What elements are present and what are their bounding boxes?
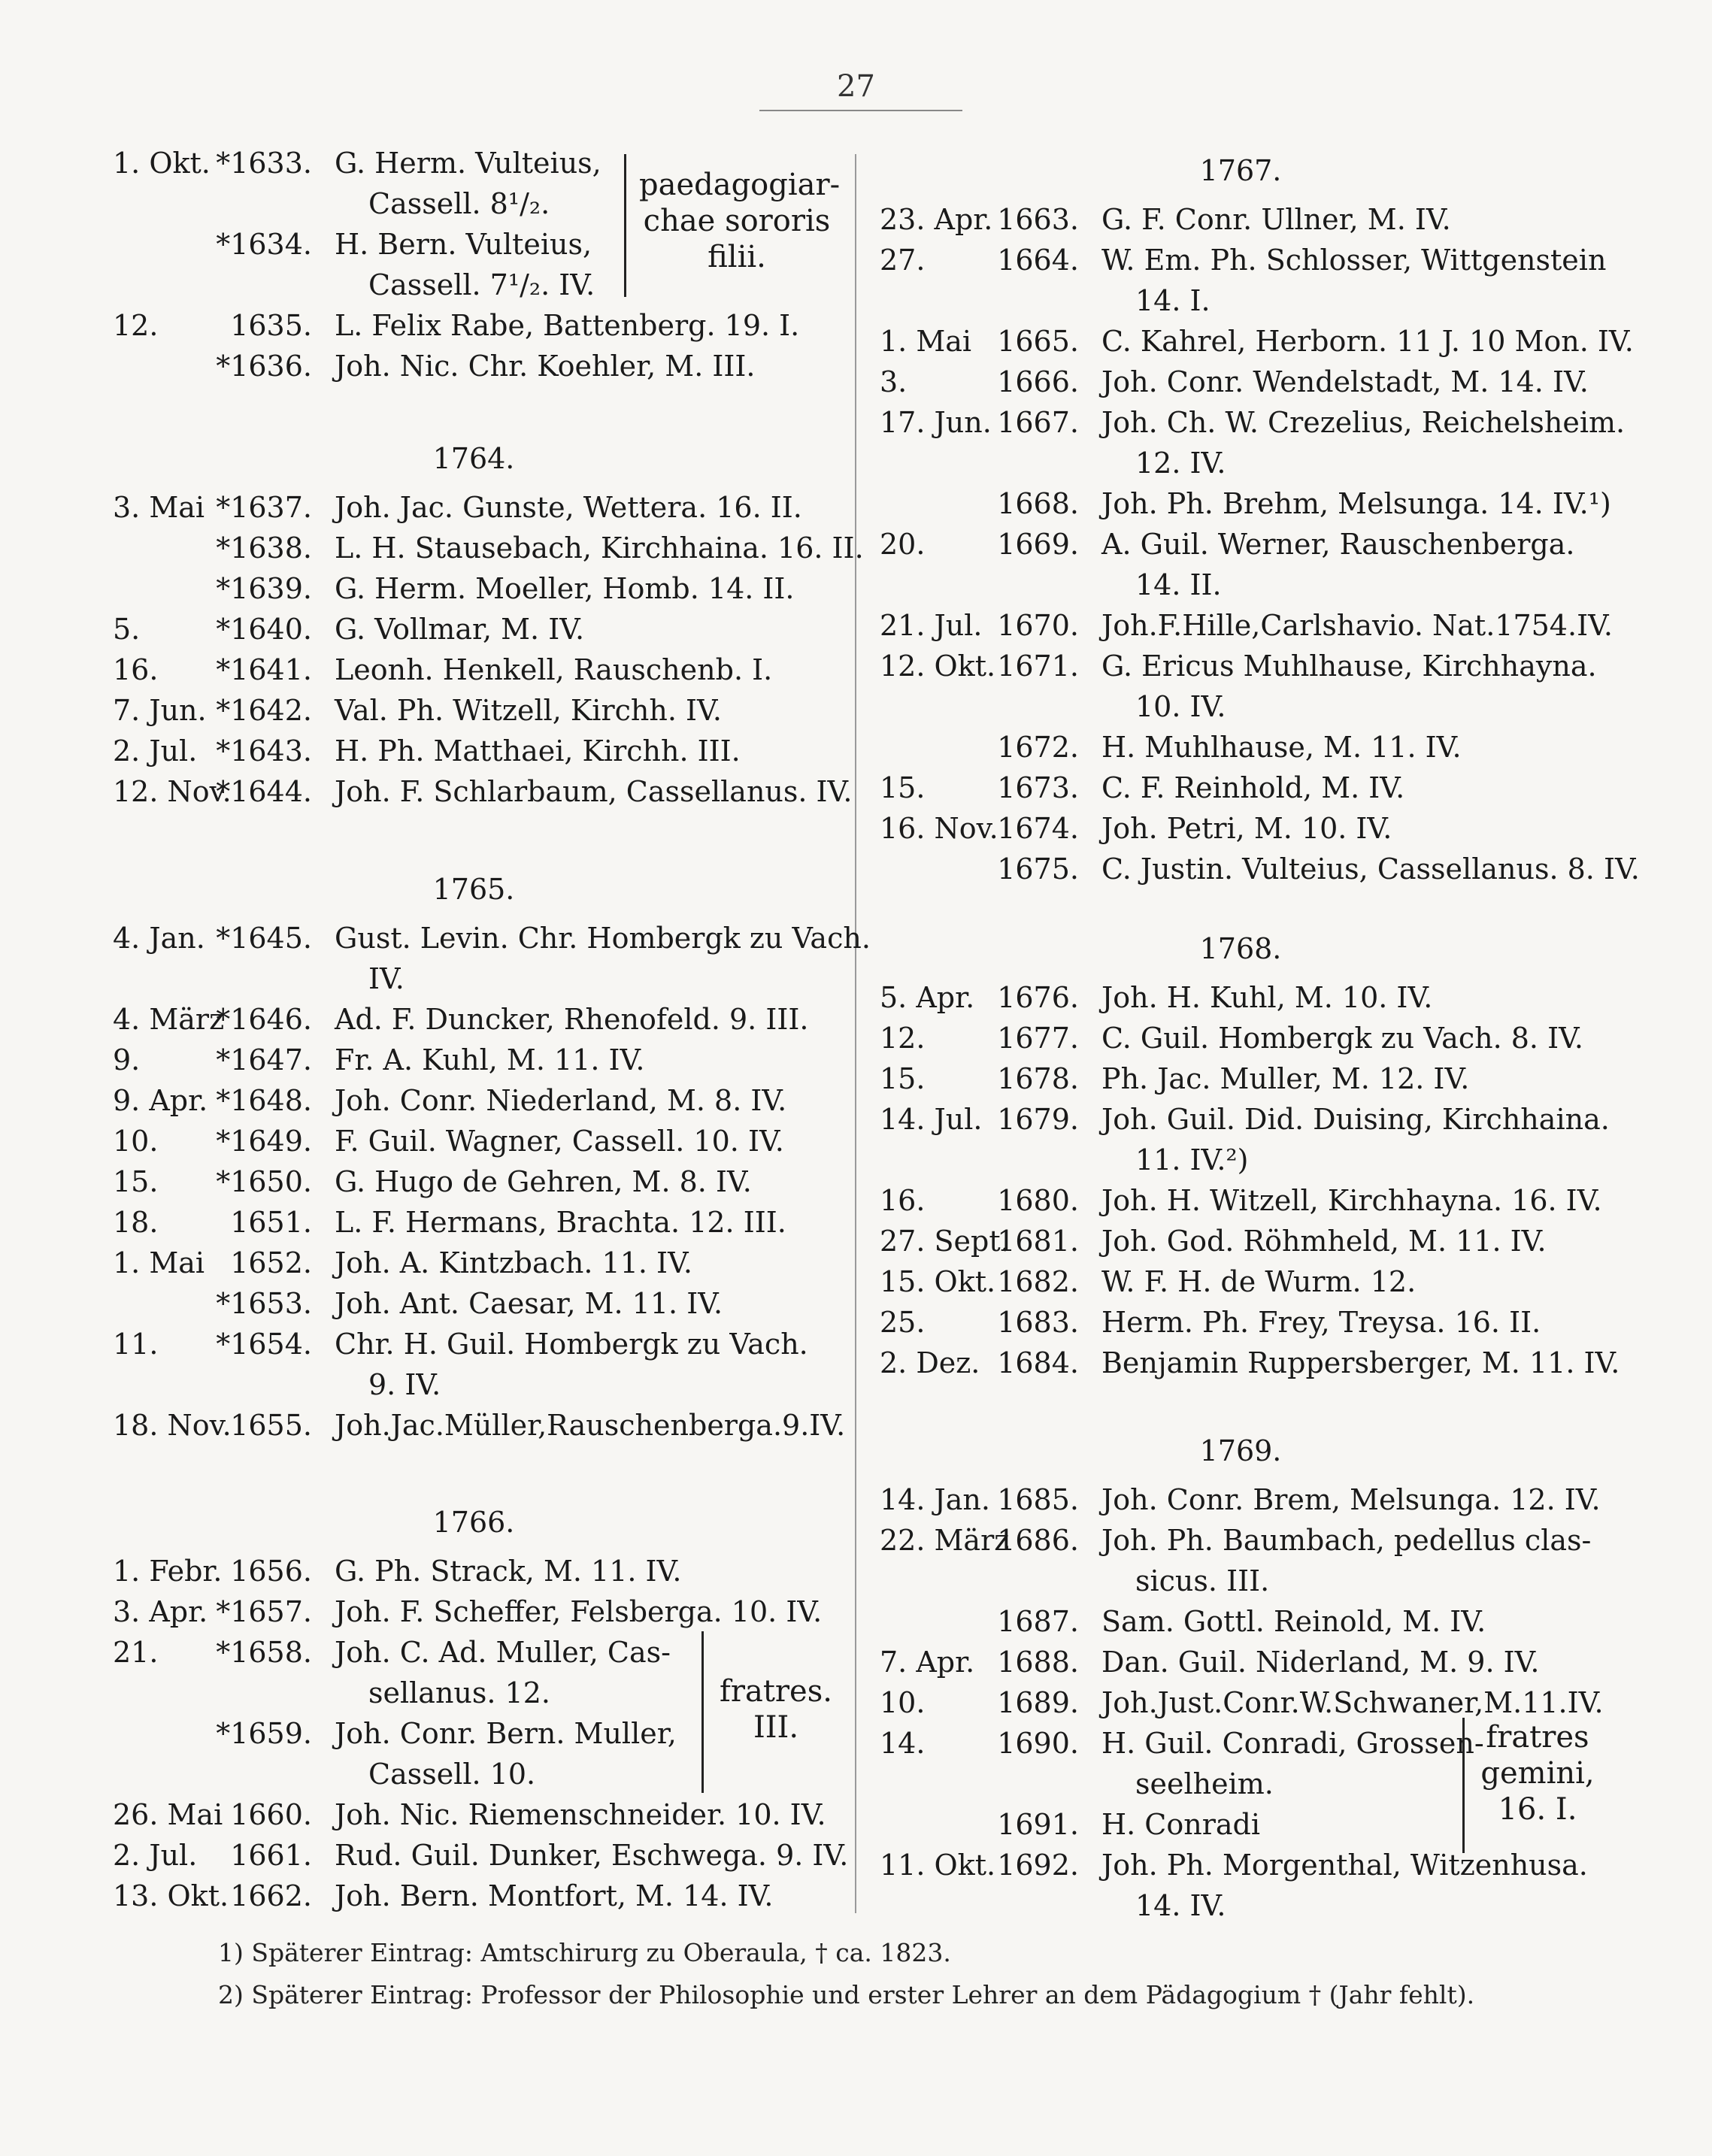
entry-text [335, 224, 595, 305]
entry-date: 11. [113, 1328, 159, 1361]
entry-line: Joh. F. Scheffer, Felsberga. 10. IV. [335, 1595, 823, 1628]
entry-date: 4. Jan. [113, 922, 205, 955]
entry-text [1101, 1058, 1469, 1099]
entry-line: Joh. Conr. Niederland, M. 8. IV. [335, 1084, 787, 1117]
entry-text [335, 1835, 848, 1876]
entry-line: H. Conradi [1101, 1808, 1261, 1841]
entry-line: A. Guil. Werner, Rauschenberga. [1101, 528, 1575, 561]
entry-text [335, 346, 755, 386]
entry-number: 1681. [997, 1225, 1079, 1258]
entry-line: Fr. A. Kuhl, M. 11. IV. [335, 1043, 645, 1076]
entry-number: 1690. [997, 1727, 1079, 1760]
entry-line: H. Guil. Conradi, Grossen- [1101, 1727, 1484, 1760]
entry-date: 20. [880, 528, 926, 561]
entry-date: 16. Nov. [880, 812, 998, 845]
entry-date: 10. [880, 1686, 926, 1719]
brace-1766 [701, 1631, 704, 1793]
entry-number: *1649. [216, 1125, 312, 1158]
entry-line: Joh. Nic. Chr. Koehler, M. III. [335, 350, 756, 383]
entry-text [335, 1161, 752, 1202]
entry-text [335, 1405, 845, 1446]
entry-line: Cassell. 7¹/₂. IV. [368, 268, 595, 301]
entry-text [335, 1632, 671, 1713]
entry-date: 18. [113, 1206, 159, 1239]
entry-number: 1656. [230, 1555, 312, 1588]
brace-1763 [624, 154, 626, 297]
entry-text [1101, 1479, 1601, 1520]
entry-line: G. Ph. Strack, M. 11. IV. [335, 1555, 682, 1588]
entry-date: 11. Okt. [880, 1849, 996, 1882]
entry-text [335, 1551, 681, 1591]
entry-number: *1658. [216, 1636, 312, 1669]
entry-number: 1671. [997, 650, 1079, 683]
entry-date: 4. März [113, 1003, 225, 1036]
entry-number: *1644. [216, 775, 312, 808]
entry-text [1101, 362, 1589, 402]
entry-number: 1685. [997, 1483, 1079, 1516]
year-heading-1767: 1767. [1199, 154, 1282, 187]
entry-line: C. Justin. Vulteius, Cassellanus. 8. IV. [1101, 852, 1640, 886]
entry-date: 13. Okt. [113, 1879, 229, 1912]
entry-text [335, 1876, 774, 1916]
entry-line: Joh. Ph. Baumbach, pedellus clas- [1101, 1524, 1592, 1557]
entry-number: *1638. [216, 531, 312, 565]
entry-line: Joh. Nic. Riemenschneider. 10. IV. [335, 1798, 826, 1831]
entry-line: 14. IV. [1135, 1889, 1226, 1922]
entry-line: Joh.Jac.Müller,Rauschenberga.9.IV. [335, 1409, 846, 1442]
entry-line: Benjamin Ruppersberger, M. 11. IV. [1101, 1346, 1620, 1379]
entry-text [335, 487, 802, 528]
entry-number: *1641. [216, 653, 312, 686]
entry-text [335, 1202, 786, 1243]
entry-line: Gust. Levin. Chr. Hombergk zu Vach. [335, 922, 871, 955]
entry-line: Joh. F. Schlarbaum, Cassellanus. IV. [335, 775, 853, 808]
entry-date: 15. [880, 1062, 926, 1095]
entry-date: 10. [113, 1125, 159, 1158]
entry-text [1101, 1302, 1541, 1343]
entry-date: 9. [113, 1043, 141, 1076]
entry-date: 1. Mai [880, 325, 972, 358]
entry-date: 1. Febr. [113, 1555, 223, 1588]
entry-number: 1664. [997, 244, 1079, 277]
entry-text [335, 528, 864, 568]
entry-number: 1663. [997, 203, 1079, 236]
entry-text [335, 1040, 644, 1080]
entry-number: *1633. [216, 147, 312, 180]
entry-date: 18. Nov. [113, 1409, 232, 1442]
entry-date: 27. [880, 244, 926, 277]
entry-line: W. Em. Ph. Schlosser, Wittgenstein [1101, 244, 1607, 277]
entry-number: 1669. [997, 528, 1079, 561]
entry-number: *1642. [216, 694, 312, 727]
entry-line: 10. IV. [1135, 690, 1226, 723]
entry-number: *1646. [216, 1003, 312, 1036]
entry-text [1101, 605, 1613, 646]
entry-line: seelheim. [1135, 1767, 1274, 1800]
entry-number: 1682. [997, 1265, 1079, 1298]
entry-date: 1. Okt. [113, 147, 211, 180]
entry-number: *1653. [216, 1287, 312, 1320]
entry-number: 1667. [997, 406, 1079, 439]
entry-line: Joh.Just.Conr.W.Schwaner,M.11.IV. [1101, 1686, 1604, 1719]
entry-line: Cassell. 10. [368, 1758, 536, 1791]
entry-date: 12. Nov. [113, 775, 232, 808]
entry-number: *1636. [216, 350, 312, 383]
entry-text [335, 609, 584, 650]
entry-text [335, 568, 795, 609]
entry-line: Joh. God. Röhmheld, M. 11. IV. [1101, 1225, 1547, 1258]
note-paedagogiarchae: paedagogiar- chae sororis filii. [639, 168, 841, 274]
entry-date: 15. Okt. [880, 1265, 996, 1298]
entry-text [335, 771, 852, 812]
entry-number: 1676. [997, 981, 1079, 1014]
entry-line: L. H. Stausebach, Kirchhaina. 16. II. [335, 531, 864, 565]
entry-date: 5. [113, 613, 141, 646]
entry-date: 14. [880, 1727, 926, 1760]
entry-line: Joh. Jac. Gunste, Wettera. 16. II. [335, 491, 802, 524]
entry-date: 21. Jul. [880, 609, 983, 642]
entry-number: 1662. [230, 1879, 312, 1912]
entry-number: 1635. [230, 309, 312, 342]
entry-text [335, 1713, 677, 1794]
entry-line: C. F. Reinhold, M. IV. [1101, 771, 1405, 804]
entry-date: 3. Mai [113, 491, 205, 524]
entry-date: 16. [113, 653, 159, 686]
entry-text [1101, 977, 1432, 1018]
entry-line: G. Vollmar, M. IV. [335, 613, 585, 646]
entry-number: 1665. [997, 325, 1079, 358]
entry-number: 1652. [230, 1246, 312, 1279]
entry-text [1101, 1682, 1604, 1723]
entry-date: 2. Dez. [880, 1346, 980, 1379]
entry-line: 9. IV. [368, 1368, 441, 1401]
entry-number: *1648. [216, 1084, 312, 1117]
entry-text [1101, 727, 1462, 768]
entry-number: 1675. [997, 852, 1079, 886]
entry-line: F. Guil. Wagner, Cassell. 10. IV. [335, 1125, 784, 1158]
entry-number: 1684. [997, 1346, 1079, 1379]
entry-date: 7. Jun. [113, 694, 207, 727]
entry-text [335, 650, 772, 690]
footnotes [218, 1932, 1474, 2016]
entry-line: Joh. Conr. Brem, Melsunga. 12. IV. [1101, 1483, 1601, 1516]
entry-text [335, 143, 601, 224]
footnote-2: 2) Späterer Eintrag: Professor der Philosophie und erster Lehrer an dem Pädagogium † (Jahr fehlt). [218, 1980, 1475, 2009]
entry-line: H. Bern. Vulteius, [335, 228, 592, 261]
entry-text [335, 731, 741, 771]
entry-date: 14. Jul. [880, 1103, 983, 1136]
entry-line: Joh. Ph. Brehm, Melsunga. 14. IV.¹) [1101, 487, 1611, 520]
entry-line: Ad. F. Duncker, Rhenofeld. 9. III. [335, 1003, 809, 1036]
note-fratres-1766: fratres. III. [720, 1674, 832, 1745]
entry-line: Joh. Guil. Did. Duising, Kirchhaina. [1101, 1103, 1610, 1136]
brace-1769 [1462, 1718, 1465, 1853]
entry-number: *1657. [216, 1595, 312, 1628]
entry-date: 9. Apr. [113, 1084, 208, 1117]
entry-line: Joh. Petri, M. 10. IV. [1101, 812, 1392, 845]
page-number: 27 [837, 69, 875, 104]
entry-line: Joh. Bern. Montfort, M. 14. IV. [335, 1879, 774, 1912]
entry-text [1101, 1520, 1591, 1601]
entry-text [335, 1591, 822, 1632]
entry-line: Joh. A. Kintzbach. 11. IV. [335, 1246, 692, 1279]
entry-line: Joh. Ant. Caesar, M. 11. IV. [335, 1287, 723, 1320]
entry-number: 1679. [997, 1103, 1079, 1136]
entry-date: 23. Apr. [880, 203, 993, 236]
entry-line: Joh. Conr. Wendelstadt, M. 14. IV. [1101, 365, 1589, 398]
entry-number: 1688. [997, 1646, 1079, 1679]
entry-number: 1655. [230, 1409, 312, 1442]
entry-text [1101, 1804, 1260, 1845]
entry-date: 15. [880, 771, 926, 804]
entry-line: Herm. Ph. Frey, Treysa. 16. II. [1101, 1306, 1541, 1339]
entry-number: *1634. [216, 228, 312, 261]
entry-number: 1677. [997, 1022, 1079, 1055]
entry-line: Cassell. 8¹/₂. [368, 187, 550, 220]
entry-date: 1. Mai [113, 1246, 205, 1279]
entry-number: *1645. [216, 922, 312, 955]
year-heading-1768: 1768. [1199, 932, 1282, 965]
entry-text [1101, 1018, 1583, 1058]
entry-number: 1692. [997, 1849, 1079, 1882]
entry-number: *1650. [216, 1165, 312, 1198]
entry-number: 1674. [997, 812, 1079, 845]
entry-text [1101, 849, 1640, 889]
entry-number: *1643. [216, 734, 312, 768]
entry-text [335, 690, 722, 731]
entry-number: 1686. [997, 1524, 1079, 1557]
entry-number: 1661. [230, 1839, 312, 1872]
entry-line: G. Herm. Moeller, Homb. 14. II. [335, 572, 795, 605]
entry-number: 1687. [997, 1605, 1079, 1638]
entry-text [1101, 483, 1611, 524]
footnote-1: 1) Späterer Eintrag: Amtschirurg zu Oberaula, † ca. 1823. [218, 1938, 951, 1967]
entry-date: 26. Mai [113, 1798, 223, 1831]
entry-number: 1666. [997, 365, 1079, 398]
entry-date: 14. Jan. [880, 1483, 990, 1516]
entry-number: 1673. [997, 771, 1079, 804]
entry-date: 3. [880, 365, 908, 398]
entry-text [335, 1243, 692, 1283]
entry-text [1101, 321, 1634, 362]
entry-text [1101, 1723, 1484, 1804]
entry-number: *1640. [216, 613, 312, 646]
entry-text [1101, 199, 1451, 240]
entry-line: Val. Ph. Witzell, Kirchh. IV. [335, 694, 722, 727]
entry-line: 14. I. [1135, 284, 1211, 317]
year-heading-1765: 1765. [432, 873, 515, 906]
entry-number: 1689. [997, 1686, 1079, 1719]
entry-line: G. F. Conr. Ullner, M. IV. [1101, 203, 1451, 236]
entry-text [335, 1283, 723, 1324]
year-heading-1769: 1769. [1199, 1434, 1282, 1467]
entry-text [335, 1121, 784, 1161]
entry-text [1101, 1180, 1602, 1221]
entry-text [1101, 808, 1392, 849]
entry-number: 1691. [997, 1808, 1079, 1841]
entry-number: 1672. [997, 731, 1079, 764]
header-rule [759, 110, 962, 111]
entry-date: 27. Sept. [880, 1225, 1010, 1258]
entry-text [335, 918, 871, 999]
entry-line: H. Ph. Matthaei, Kirchh. III. [335, 734, 741, 768]
entry-line: Joh. Ph. Morgenthal, Witzenhusa. [1101, 1849, 1588, 1882]
year-heading-1764: 1764. [432, 442, 515, 475]
entry-date: 2. Jul. [113, 1839, 198, 1872]
entry-date: 12. [880, 1022, 926, 1055]
entry-line: sicus. III. [1135, 1564, 1270, 1597]
entry-text [1101, 646, 1597, 727]
entry-date: 2. Jul. [113, 734, 198, 768]
entry-line: Joh. H. Witzell, Kirchhayna. 16. IV. [1101, 1184, 1602, 1217]
entry-line: sellanus. 12. [368, 1676, 550, 1709]
entry-number: *1637. [216, 491, 312, 524]
entry-line: 11. IV.²) [1135, 1143, 1249, 1176]
entry-line: C. Kahrel, Herborn. 11 J. 10 Mon. IV. [1101, 325, 1634, 358]
entry-date: 15. [113, 1165, 159, 1198]
entry-text [1101, 1642, 1540, 1682]
entry-line: Joh.F.Hille,Carlshavio. Nat.1754.IV. [1101, 609, 1613, 642]
note-fratres-gemini: fratres gemini, 16. I. [1480, 1720, 1595, 1827]
entry-number: 1680. [997, 1184, 1079, 1217]
entry-line: Joh. C. Ad. Muller, Cas- [335, 1636, 671, 1669]
entry-text [1101, 524, 1575, 605]
entry-date: 12. [113, 309, 159, 342]
entry-number: *1639. [216, 572, 312, 605]
entry-line: H. Muhlhause, M. 11. IV. [1101, 731, 1462, 764]
entry-date: 25. [880, 1306, 926, 1339]
entry-text [1101, 1845, 1588, 1926]
entry-date: 5. Apr. [880, 981, 975, 1014]
entry-text [335, 999, 808, 1040]
year-heading-1766: 1766. [432, 1506, 515, 1539]
entry-line: IV. [368, 962, 405, 995]
entry-text [335, 1794, 826, 1835]
entry-line: 12. IV. [1135, 447, 1226, 480]
entry-line: W. F. H. de Wurm. 12. [1101, 1265, 1417, 1298]
entry-number: *1647. [216, 1043, 312, 1076]
entry-text [1101, 1601, 1486, 1642]
entry-number: *1659. [216, 1717, 312, 1750]
entry-text [1101, 1343, 1620, 1383]
entry-number: 1683. [997, 1306, 1079, 1339]
entry-text [1101, 1221, 1547, 1261]
entry-date: 22. März [880, 1524, 1010, 1557]
entry-text [1101, 1261, 1416, 1302]
entry-text [1101, 402, 1625, 483]
entry-line: Joh. Ch. W. Crezelius, Reichelsheim. [1101, 406, 1626, 439]
entry-line: Rud. Guil. Dunker, Eschwega. 9. IV. [335, 1839, 849, 1872]
entry-number: 1651. [230, 1206, 312, 1239]
entry-line: L. F. Hermans, Brachta. 12. III. [335, 1206, 786, 1239]
entry-line: Chr. H. Guil. Hombergk zu Vach. [335, 1328, 808, 1361]
entry-line: 14. II. [1135, 568, 1222, 601]
entry-text [335, 305, 799, 346]
entry-date: 7. Apr. [880, 1646, 975, 1679]
entry-text [1101, 240, 1606, 321]
entry-date: 21. [113, 1636, 159, 1669]
entry-line: Dan. Guil. Niderland, M. 9. IV. [1101, 1646, 1540, 1679]
entry-text [1101, 768, 1404, 808]
entry-number: 1678. [997, 1062, 1079, 1095]
entry-number: 1660. [230, 1798, 312, 1831]
entry-date: 17. Jun. [880, 406, 992, 439]
entry-text [1101, 1099, 1610, 1180]
entry-text [335, 1324, 808, 1405]
entry-line: G. Hugo de Gehren, M. 8. IV. [335, 1165, 752, 1198]
entry-date: 3. Apr. [113, 1595, 208, 1628]
entry-line: G. Herm. Vulteius, [335, 147, 601, 180]
entry-date: 12. Okt. [880, 650, 996, 683]
entry-date: 16. [880, 1184, 926, 1217]
entry-number: *1654. [216, 1328, 312, 1361]
entry-line: Joh. H. Kuhl, M. 10. IV. [1101, 981, 1433, 1014]
entry-number: 1668. [997, 487, 1079, 520]
entry-line: Joh. Conr. Bern. Muller, [335, 1717, 677, 1750]
entry-line: C. Guil. Hombergk zu Vach. 8. IV. [1101, 1022, 1583, 1055]
entry-line: L. Felix Rabe, Battenberg. 19. I. [335, 309, 800, 342]
column-divider [855, 154, 856, 1913]
entry-number: 1670. [997, 609, 1079, 642]
entry-line: G. Ericus Muhlhause, Kirchhayna. [1101, 650, 1597, 683]
entry-text [335, 1080, 786, 1121]
entry-line: Ph. Jac. Muller, M. 12. IV. [1101, 1062, 1470, 1095]
entry-line: Leonh. Henkell, Rauschenb. I. [335, 653, 773, 686]
entry-line: Sam. Gottl. Reinold, M. IV. [1101, 1605, 1486, 1638]
